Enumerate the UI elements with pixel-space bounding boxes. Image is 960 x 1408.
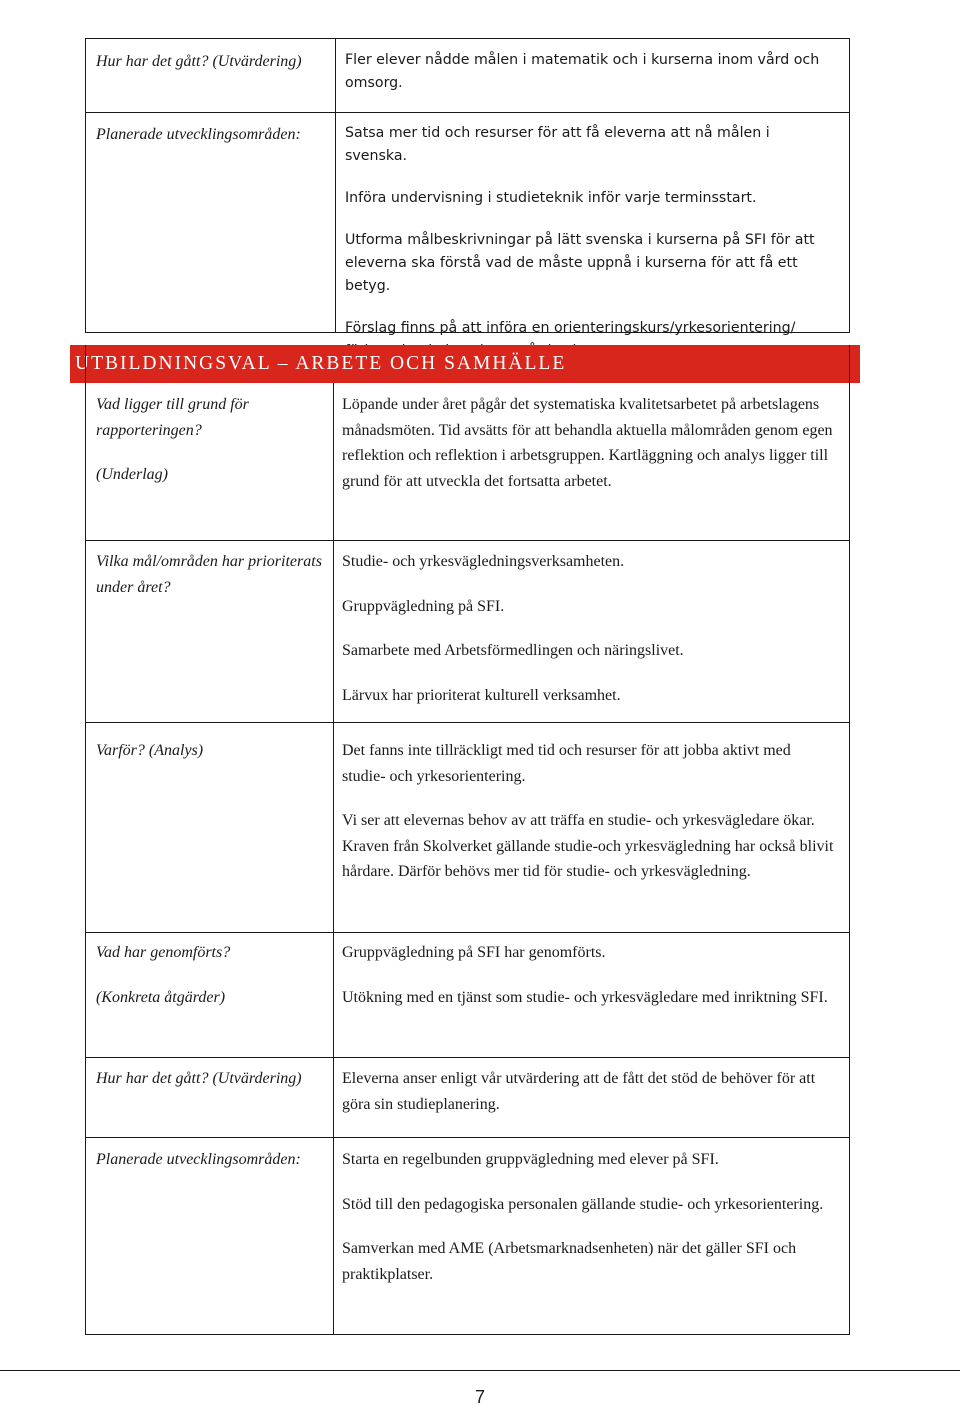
paragraph: Starta en regelbunden gruppvägledning med elever på SFI. bbox=[342, 1151, 719, 1168]
row-label-analysis bbox=[96, 738, 321, 764]
paragraph: Utforma målbeskrivningar på lätt svenska i kurserna på SFI för att eleverna ska förstå vad de måste uppnå i kurserna för att få ett betyg. bbox=[345, 232, 815, 294]
label-line: Planerade utvecklingsområden: bbox=[96, 1151, 301, 1168]
paragraph: Studie- och yrkesvägledningsverksamheten. bbox=[342, 553, 625, 570]
row-label-development-areas bbox=[96, 1147, 321, 1173]
label-line: Vad har genomförts? bbox=[96, 944, 231, 961]
column-divider bbox=[335, 39, 336, 332]
row-text-priorities bbox=[342, 549, 837, 708]
paragraph: Lärvux har prioriterat kulturell verksamhet. bbox=[342, 686, 621, 704]
paragraph: Samarbete med Arbetsförmedlingen och näringslivet. bbox=[342, 642, 684, 659]
row-divider bbox=[86, 540, 849, 541]
paragraph: Stöd till den pedagogiska personalen gällande studie- och yrkesorientering. bbox=[342, 1195, 824, 1213]
footer-divider bbox=[0, 1370, 960, 1371]
label-line: (Konkreta åtgärder) bbox=[96, 988, 226, 1006]
row-text-basis bbox=[342, 392, 837, 494]
row-label-development-areas: Planerade utvecklingsområden: bbox=[96, 126, 301, 143]
label-line: Vilka mål/områden har prioriterats under året? bbox=[96, 553, 322, 596]
label-line: Vad ligger till grund för rapporteringen? bbox=[96, 396, 249, 439]
row-text-actions bbox=[342, 940, 837, 1010]
row-label-basis bbox=[96, 392, 321, 488]
paragraph: Det fanns inte tillräckligt med tid och resurser för att jobba aktivt med studie- och yrkesorientering. bbox=[342, 742, 791, 785]
row-divider bbox=[86, 1057, 849, 1058]
row-divider bbox=[86, 722, 849, 723]
paragraph: Införa undervisning i studieteknik inför varje terminsstart. bbox=[345, 190, 757, 206]
row-divider bbox=[86, 1137, 849, 1138]
row-label-actions bbox=[96, 940, 321, 1010]
table-evaluation-top bbox=[85, 38, 850, 336]
paragraph: Fler elever nådde målen i matematik och i kurserna inom vård och omsorg. bbox=[345, 52, 820, 91]
table-utbildningsval bbox=[85, 345, 850, 1335]
row-label-priorities bbox=[96, 549, 326, 600]
label-line: (Underlag) bbox=[96, 466, 168, 483]
page-number: 7 bbox=[474, 1387, 485, 1407]
paragraph: Vi ser att elevernas behov av att träffa en studie- och yrkesvägledare ökar. Kraven från Skolverket gällande studie-och yrkesvägledning har också blivit hårdare. Därför behövs mer tid för studie- och yrkesvägledning. bbox=[342, 812, 834, 880]
paragraph: Eleverna anser enligt vår utvärdering att de fått det stöd de behöver för att göra sin studieplanering. bbox=[342, 1070, 816, 1113]
row-label-evaluation bbox=[96, 1066, 321, 1092]
row-divider bbox=[86, 112, 849, 113]
section-heading: UTBILDNINGSVAL – ARBETE OCH SAMHÄLLE bbox=[70, 345, 860, 383]
label-line: Hur har det gått? (Utvärdering) bbox=[96, 1070, 302, 1087]
paragraph: Förslag finns på att införa en orienteringskurs/yrkesorientering/ bbox=[345, 320, 796, 336]
row-text-evaluation bbox=[342, 1066, 837, 1117]
paragraph: Gruppvägledning på SFI har genomförts. bbox=[342, 944, 606, 961]
row-label-evaluation: Hur har det gått? (Utvärdering) bbox=[96, 53, 302, 70]
paragraph: Satsa mer tid och resurser för att få eleverna att nå målen i svenska. bbox=[345, 125, 770, 164]
row-text-evaluation bbox=[345, 49, 835, 95]
paragraph: Löpande under året pågår det systematiska kvalitetsarbetet på arbetslagens månadsmöten. Tid avsätts för att behandla aktuella målområden genom egen reflektion och reflektion i arbetsgruppen. Kartläggning och analys ligger till grund för att utveckla det fortsatta arbetet. bbox=[342, 396, 833, 490]
paragraph: Utökning med en tjänst som studie- och yrkesvägledare med inriktning SFI. bbox=[342, 988, 828, 1006]
row-text-development-areas bbox=[342, 1147, 837, 1287]
row-divider bbox=[86, 932, 849, 933]
paragraph: Samverkan med AME (Arbetsmarknadsenheten) när det gäller SFI och praktikplatser. bbox=[342, 1240, 797, 1283]
paragraph: Gruppvägledning på SFI. bbox=[342, 597, 505, 615]
row-text-analysis bbox=[342, 738, 837, 885]
label-line: Varför? (Analys) bbox=[96, 742, 204, 759]
column-divider bbox=[333, 383, 334, 1335]
row-text-development-areas bbox=[345, 122, 835, 363]
